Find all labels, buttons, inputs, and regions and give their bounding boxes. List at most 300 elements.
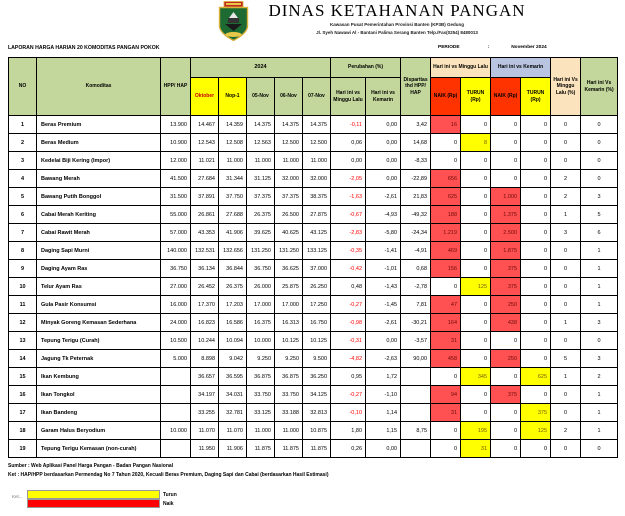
cell-07-nov: 14.375 <box>303 116 331 134</box>
cell-pct-vs-minggu-lalu: -0,31 <box>331 332 366 350</box>
cell-naik-vs-kemarin: 2.500 <box>491 224 521 242</box>
cell-pct2-vs-kemarin: 2 <box>581 368 618 386</box>
cell-07-nov: 37.000 <box>303 260 331 278</box>
cell-komoditas: Cabai Merah Keriting <box>37 206 161 224</box>
ket-note: Ket : HAP/HPP berdasarkan Permendag No 7 Tahun 2020, Kecuali Beras Premium, Daging Sapi dan Cabai (berdasarkan Hasil Estimasi) <box>8 472 329 478</box>
cell-07-nov: 32.813 <box>303 404 331 422</box>
col-header-pct-minggu-lalu: Hari ini Vs Minggu Lalu (%) <box>551 58 581 116</box>
cell-naik-vs-minggu-lalu: 47 <box>431 296 461 314</box>
cell-no: 14 <box>9 350 37 368</box>
cell-turun-vs-kemarin: 0 <box>521 116 551 134</box>
cell-06-nov: 11.000 <box>275 152 303 170</box>
cell-pct2-vs-minggu-lalu: 0 <box>551 278 581 296</box>
table-row <box>9 404 618 422</box>
table-row <box>9 170 618 188</box>
cell-turun-vs-kemarin: 0 <box>521 296 551 314</box>
cell-turun-vs-minggu-lalu: 0 <box>461 386 491 404</box>
cell-komoditas: Bawang Merah <box>37 170 161 188</box>
cell-naik-vs-minggu-lalu: 31 <box>431 404 461 422</box>
cell-hpp-hap: 31.500 <box>161 188 191 206</box>
cell-hpp-hap: 41.500 <box>161 170 191 188</box>
cell-no: 5 <box>9 188 37 206</box>
col-header-pct-kemarin: Hari ini Vs Kemarin (%) <box>581 58 618 116</box>
legend-label: Ket... <box>12 494 23 499</box>
cell-disparitas: 90,00 <box>401 350 431 368</box>
cell-pct2-vs-minggu-lalu: 0 <box>551 152 581 170</box>
cell-turun-vs-kemarin: 0 <box>521 134 551 152</box>
cell-06-nov: 33.188 <box>275 404 303 422</box>
col-header-disparitas: Disparitas thd HPP/ HAP <box>401 58 431 116</box>
cell-naik-vs-kemarin: 1.000 <box>491 188 521 206</box>
cell-naik-vs-kemarin: 250 <box>491 296 521 314</box>
cell-pct-vs-kemarin: -5,80 <box>366 224 401 242</box>
cell-pct2-vs-minggu-lalu: 1 <box>551 368 581 386</box>
cell-naik-vs-minggu-lalu: 164 <box>431 314 461 332</box>
cell-hpp-hap: 57.000 <box>161 224 191 242</box>
cell-pct-vs-minggu-lalu: 0,26 <box>331 440 366 458</box>
cell-komoditas: Minyak Goreng Kemasan Sederhana <box>37 314 161 332</box>
col-header-turun-rp-kemarin: TURUN (Rp) <box>521 78 551 116</box>
cell-komoditas: Kedelai Biji Kering (Impor) <box>37 152 161 170</box>
cell-nop-1: 36.595 <box>219 368 247 386</box>
cell-pct2-vs-kemarin: 1 <box>581 404 618 422</box>
cell-pct-vs-kemarin: 0,00 <box>366 170 401 188</box>
cell-pct-vs-minggu-lalu: -4,82 <box>331 350 366 368</box>
cell-disparitas: 7,81 <box>401 296 431 314</box>
cell-naik-vs-kemarin: 0 <box>491 368 521 386</box>
cell-disparitas: -49,32 <box>401 206 431 224</box>
cell-pct2-vs-minggu-lalu: 1 <box>551 206 581 224</box>
cell-komoditas: Tepung Terigu Kemasan (non-curah) <box>37 440 161 458</box>
cell-hpp-hap: 10.500 <box>161 332 191 350</box>
cell-hpp-hap: 24.000 <box>161 314 191 332</box>
cell-06-nov: 11.875 <box>275 440 303 458</box>
cell-turun-vs-kemarin: 0 <box>521 440 551 458</box>
cell-turun-vs-minggu-lalu: 0 <box>461 224 491 242</box>
cell-naik-vs-minggu-lalu: 0 <box>431 440 461 458</box>
cell-turun-vs-minggu-lalu: 0 <box>461 170 491 188</box>
cell-turun-vs-minggu-lalu: 0 <box>461 152 491 170</box>
cell-pct2-vs-kemarin: 0 <box>581 116 618 134</box>
cell-no: 2 <box>9 134 37 152</box>
cell-07-nov: 26.250 <box>303 278 331 296</box>
col-header-naik-rp-kemarin: NAIK (Rp) <box>491 78 521 116</box>
cell-oktober: 11.950 <box>191 440 219 458</box>
legend-row-naik <box>27 499 308 508</box>
cell-naik-vs-kemarin: 375 <box>491 386 521 404</box>
cell-nop-1: 26.375 <box>219 278 247 296</box>
cell-oktober: 36.657 <box>191 368 219 386</box>
cell-disparitas: -30,21 <box>401 314 431 332</box>
col-header-oktober: Oktober <box>191 78 219 116</box>
cell-pct-vs-kemarin: -1,41 <box>366 242 401 260</box>
cell-oktober: 11.021 <box>191 152 219 170</box>
cell-turun-vs-kemarin: 0 <box>521 260 551 278</box>
agency-address-1: Kawasan Pusat Pemerintahan Provinsi Banten (KP3B) Gedung <box>329 22 465 27</box>
cell-naik-vs-kemarin: 0 <box>491 152 521 170</box>
cell-05-nov: 12.563 <box>247 134 275 152</box>
cell-07-nov: 27.875 <box>303 206 331 224</box>
col-header-hpp-hap: HPP/ HAP <box>161 58 191 116</box>
group-header-vs-minggu-lalu: Hari ini vs Minggu Lalu <box>431 58 491 78</box>
cell-nop-1: 34.031 <box>219 386 247 404</box>
cell-disparitas: 3,42 <box>401 116 431 134</box>
cell-disparitas: 21,83 <box>401 188 431 206</box>
cell-turun-vs-minggu-lalu: 0 <box>461 314 491 332</box>
cell-naik-vs-kemarin: 1.875 <box>491 242 521 260</box>
cell-naik-vs-kemarin: 0 <box>491 422 521 440</box>
cell-naik-vs-minggu-lalu: 188 <box>431 206 461 224</box>
cell-hpp-hap: 55.000 <box>161 206 191 224</box>
cell-nop-1: 31.344 <box>219 170 247 188</box>
footer-notes <box>8 462 625 480</box>
cell-06-nov: 33.750 <box>275 386 303 404</box>
cell-naik-vs-kemarin: 0 <box>491 332 521 350</box>
cell-pct-vs-kemarin: -1,01 <box>366 260 401 278</box>
cell-turun-vs-minggu-lalu: 345 <box>461 368 491 386</box>
cell-turun-vs-minggu-lalu: 0 <box>461 332 491 350</box>
cell-oktober: 34.197 <box>191 386 219 404</box>
cell-turun-vs-minggu-lalu: 0 <box>461 260 491 278</box>
cell-05-nov: 39.625 <box>247 224 275 242</box>
cell-turun-vs-kemarin: 375 <box>521 404 551 422</box>
cell-pct2-vs-minggu-lalu: 0 <box>551 296 581 314</box>
cell-pct-vs-minggu-lalu: -0,67 <box>331 206 366 224</box>
cell-pct2-vs-minggu-lalu: 2 <box>551 422 581 440</box>
cell-pct-vs-kemarin: 0,00 <box>366 116 401 134</box>
cell-07-nov: 16.750 <box>303 314 331 332</box>
cell-pct2-vs-minggu-lalu: 2 <box>551 188 581 206</box>
cell-07-nov: 11.875 <box>303 440 331 458</box>
cell-pct2-vs-kemarin: 1 <box>581 242 618 260</box>
cell-komoditas: Bawang Putih Bonggol <box>37 188 161 206</box>
cell-05-nov: 26.000 <box>247 278 275 296</box>
cell-nop-1: 9.042 <box>219 350 247 368</box>
cell-05-nov: 26.375 <box>247 206 275 224</box>
cell-06-nov: 16.313 <box>275 314 303 332</box>
cell-oktober: 11.070 <box>191 422 219 440</box>
cell-komoditas: Ikan Kembung <box>37 368 161 386</box>
legend-naik-label: Naik <box>163 500 174 507</box>
cell-05-nov: 131.250 <box>247 242 275 260</box>
cell-turun-vs-minggu-lalu: 0 <box>461 116 491 134</box>
cell-05-nov: 16.375 <box>247 314 275 332</box>
cell-no: 7 <box>9 224 37 242</box>
cell-pct-vs-minggu-lalu: 0,06 <box>331 134 366 152</box>
cell-hpp-hap <box>161 440 191 458</box>
cell-naik-vs-kemarin: 0 <box>491 116 521 134</box>
legend <box>8 490 308 508</box>
cell-06-nov: 25.875 <box>275 278 303 296</box>
cell-pct2-vs-kemarin: 3 <box>581 188 618 206</box>
cell-nop-1: 10.094 <box>219 332 247 350</box>
cell-06-nov: 14.375 <box>275 116 303 134</box>
cell-pct-vs-minggu-lalu: -2,05 <box>331 170 366 188</box>
cell-hpp-hap <box>161 404 191 422</box>
cell-pct-vs-kemarin: 1,15 <box>366 422 401 440</box>
cell-pct-vs-kemarin: -1,45 <box>366 296 401 314</box>
cell-nop-1: 36.844 <box>219 260 247 278</box>
cell-pct2-vs-kemarin: 0 <box>581 134 618 152</box>
cell-07-nov: 32.000 <box>303 170 331 188</box>
cell-naik-vs-kemarin: 438 <box>491 314 521 332</box>
cell-pct-vs-kemarin: -2,61 <box>366 188 401 206</box>
cell-05-nov: 11.000 <box>247 152 275 170</box>
cell-komoditas: Daging Sapi Murni <box>37 242 161 260</box>
cell-pct2-vs-kemarin: 0 <box>581 332 618 350</box>
cell-05-nov: 36.875 <box>247 368 275 386</box>
cell-naik-vs-kemarin: 0 <box>491 404 521 422</box>
cell-06-nov: 36.625 <box>275 260 303 278</box>
cell-05-nov: 11.000 <box>247 422 275 440</box>
cell-pct2-vs-kemarin: 1 <box>581 386 618 404</box>
cell-komoditas: Garam Halus Beryodium <box>37 422 161 440</box>
report-title: LAPORAN HARGA HARIAN 20 KOMODITAS PANGAN POKOK <box>8 45 160 51</box>
cell-nop-1: 11.906 <box>219 440 247 458</box>
cell-naik-vs-minggu-lalu: 0 <box>431 134 461 152</box>
cell-hpp-hap <box>161 368 191 386</box>
cell-pct2-vs-minggu-lalu: 0 <box>551 116 581 134</box>
cell-05-nov: 10.000 <box>247 332 275 350</box>
cell-06-nov: 11.000 <box>275 422 303 440</box>
cell-oktober: 26.452 <box>191 278 219 296</box>
periode-separator: : <box>487 45 490 50</box>
cell-naik-vs-minggu-lalu: 94 <box>431 386 461 404</box>
cell-pct-vs-kemarin: -4,93 <box>366 206 401 224</box>
cell-pct2-vs-kemarin: 1 <box>581 278 618 296</box>
cell-naik-vs-minggu-lalu: 458 <box>431 350 461 368</box>
cell-pct-vs-kemarin: -2,63 <box>366 350 401 368</box>
cell-no: 13 <box>9 332 37 350</box>
cell-06-nov: 17.000 <box>275 296 303 314</box>
table-row <box>9 314 618 332</box>
cell-05-nov: 33.125 <box>247 404 275 422</box>
cell-disparitas <box>401 440 431 458</box>
cell-disparitas <box>401 386 431 404</box>
cell-pct2-vs-kemarin: 3 <box>581 350 618 368</box>
table-row <box>9 350 618 368</box>
cell-06-nov: 12.500 <box>275 134 303 152</box>
table-row <box>9 188 618 206</box>
cell-turun-vs-minggu-lalu: 125 <box>461 278 491 296</box>
cell-no: 16 <box>9 386 37 404</box>
col-header-no: NO <box>9 58 37 116</box>
cell-turun-vs-kemarin: 0 <box>521 242 551 260</box>
cell-disparitas: -8,33 <box>401 152 431 170</box>
cell-naik-vs-kemarin: 250 <box>491 350 521 368</box>
cell-pct2-vs-minggu-lalu: 0 <box>551 260 581 278</box>
cell-oktober: 43.353 <box>191 224 219 242</box>
agency-title: DINAS KETAHANAN PANGAN <box>268 1 526 20</box>
cell-komoditas: Jagung Tk Peternak <box>37 350 161 368</box>
cell-oktober: 10.244 <box>191 332 219 350</box>
cell-komoditas: Daging Ayam Ras <box>37 260 161 278</box>
cell-oktober: 16.823 <box>191 314 219 332</box>
cell-07-nov: 11.000 <box>303 152 331 170</box>
col-header-turun-rp-minggu: TURUN (Rp) <box>461 78 491 116</box>
cell-pct-vs-minggu-lalu: 0,95 <box>331 368 366 386</box>
cell-naik-vs-minggu-lalu: 1.219 <box>431 224 461 242</box>
cell-pct-vs-minggu-lalu: -2,83 <box>331 224 366 242</box>
cell-pct2-vs-minggu-lalu: 0 <box>551 386 581 404</box>
cell-pct2-vs-kemarin: 3 <box>581 314 618 332</box>
cell-pct-vs-minggu-lalu: 0,00 <box>331 152 366 170</box>
cell-07-nov: 133.125 <box>303 242 331 260</box>
cell-pct-vs-kemarin: 0,00 <box>366 332 401 350</box>
cell-turun-vs-kemarin: 0 <box>521 188 551 206</box>
col-header-05-nov: 05-Nov <box>247 78 275 116</box>
agency-address-2: Jl. Syeh Nawawi Al - Bantani Palima Serang Banten Telp./Fax(0254) 8480013 <box>316 29 478 35</box>
table-row <box>9 296 618 314</box>
cell-turun-vs-kemarin: 625 <box>521 368 551 386</box>
cell-05-nov: 14.375 <box>247 116 275 134</box>
cell-turun-vs-minggu-lalu: 31 <box>461 440 491 458</box>
legend-turun-swatch <box>27 490 160 499</box>
legend-row-turun <box>27 490 308 499</box>
cell-komoditas: Gula Pasir Konsumsi <box>37 296 161 314</box>
cell-pct-vs-kemarin: 0,00 <box>366 134 401 152</box>
cell-disparitas <box>401 404 431 422</box>
cell-hpp-hap: 27.000 <box>161 278 191 296</box>
cell-komoditas: Cabai Rawit Merah <box>37 224 161 242</box>
col-header-nop-1: Nop-1 <box>219 78 247 116</box>
cell-pct2-vs-kemarin: 1 <box>581 422 618 440</box>
cell-disparitas: 14,68 <box>401 134 431 152</box>
cell-pct-vs-kemarin: 0,00 <box>366 440 401 458</box>
cell-nop-1: 32.781 <box>219 404 247 422</box>
table-row <box>9 134 618 152</box>
cell-no: 1 <box>9 116 37 134</box>
cell-disparitas: -2,78 <box>401 278 431 296</box>
table-row <box>9 278 618 296</box>
cell-turun-vs-kemarin: 0 <box>521 152 551 170</box>
cell-05-nov: 17.000 <box>247 296 275 314</box>
periode-label: PERIODE <box>438 45 460 50</box>
cell-oktober: 26.861 <box>191 206 219 224</box>
cell-pct-vs-minggu-lalu: -1,63 <box>331 188 366 206</box>
table-row <box>9 206 618 224</box>
cell-pct-vs-kemarin: -1,10 <box>366 386 401 404</box>
cell-disparitas: 0,68 <box>401 260 431 278</box>
cell-turun-vs-kemarin: 0 <box>521 332 551 350</box>
cell-turun-vs-kemarin: 0 <box>521 224 551 242</box>
cell-oktober: 37.891 <box>191 188 219 206</box>
cell-nop-1: 11.000 <box>219 152 247 170</box>
cell-07-nov: 36.250 <box>303 368 331 386</box>
cell-turun-vs-kemarin: 0 <box>521 350 551 368</box>
cell-pct2-vs-kemarin: 1 <box>581 296 618 314</box>
cell-oktober: 12.543 <box>191 134 219 152</box>
cell-turun-vs-kemarin: 0 <box>521 314 551 332</box>
cell-nop-1: 11.070 <box>219 422 247 440</box>
table-body <box>9 116 618 458</box>
cell-pct2-vs-minggu-lalu: 0 <box>551 404 581 422</box>
cell-05-nov: 11.875 <box>247 440 275 458</box>
cell-disparitas: -3,57 <box>401 332 431 350</box>
cell-disparitas <box>401 368 431 386</box>
cell-naik-vs-minggu-lalu: 0 <box>431 368 461 386</box>
cell-hpp-hap: 12.000 <box>161 152 191 170</box>
cell-06-nov: 37.375 <box>275 188 303 206</box>
cell-05-nov: 33.750 <box>247 386 275 404</box>
cell-hpp-hap: 16.000 <box>161 296 191 314</box>
sub-header <box>0 42 625 57</box>
cell-nop-1: 132.656 <box>219 242 247 260</box>
cell-naik-vs-minggu-lalu: 31 <box>431 332 461 350</box>
table-row <box>9 242 618 260</box>
cell-turun-vs-kemarin: 125 <box>521 422 551 440</box>
cell-no: 6 <box>9 206 37 224</box>
cell-oktober: 17.370 <box>191 296 219 314</box>
cell-06-nov: 9.250 <box>275 350 303 368</box>
cell-disparitas: 8,75 <box>401 422 431 440</box>
legend-naik-swatch <box>27 499 160 508</box>
cell-pct2-vs-kemarin: 6 <box>581 224 618 242</box>
table-row <box>9 332 618 350</box>
cell-pct2-vs-minggu-lalu: 5 <box>551 350 581 368</box>
cell-turun-vs-minggu-lalu: 0 <box>461 206 491 224</box>
cell-05-nov: 36.750 <box>247 260 275 278</box>
cell-komoditas: Beras Medium <box>37 134 161 152</box>
cell-pct2-vs-kemarin: 1 <box>581 260 618 278</box>
cell-nop-1: 27.688 <box>219 206 247 224</box>
cell-turun-vs-minggu-lalu: 0 <box>461 404 491 422</box>
cell-komoditas: Ikan Bandeng <box>37 404 161 422</box>
cell-naik-vs-minggu-lalu: 625 <box>431 188 461 206</box>
cell-naik-vs-minggu-lalu: 0 <box>431 278 461 296</box>
cell-turun-vs-kemarin: 0 <box>521 386 551 404</box>
cell-pct2-vs-kemarin: 5 <box>581 206 618 224</box>
cell-pct-vs-kemarin: -2,61 <box>366 314 401 332</box>
cell-pct-vs-kemarin: -1,43 <box>366 278 401 296</box>
cell-pct2-vs-kemarin: 0 <box>581 152 618 170</box>
cell-oktober: 132.531 <box>191 242 219 260</box>
cell-hpp-hap: 10.900 <box>161 134 191 152</box>
cell-05-nov: 9.250 <box>247 350 275 368</box>
cell-pct-vs-minggu-lalu: -0,11 <box>331 116 366 134</box>
col-header-07-nov: 07-Nov <box>303 78 331 116</box>
cell-07-nov: 10.125 <box>303 332 331 350</box>
cell-oktober: 14.467 <box>191 116 219 134</box>
cell-no: 3 <box>9 152 37 170</box>
cell-naik-vs-kemarin: 0 <box>491 134 521 152</box>
col-header-year: 2024 <box>191 58 331 78</box>
cell-naik-vs-minggu-lalu: 469 <box>431 242 461 260</box>
cell-pct2-vs-minggu-lalu: 0 <box>551 134 581 152</box>
legend-turun-label: Turun <box>163 491 177 498</box>
col-header-perubahan: Perubahan (%) <box>331 58 401 78</box>
cell-pct-vs-minggu-lalu: -0,10 <box>331 404 366 422</box>
cell-komoditas: Ikan Tongkol <box>37 386 161 404</box>
cell-naik-vs-minggu-lalu: 16 <box>431 116 461 134</box>
cell-07-nov: 12.500 <box>303 134 331 152</box>
cell-turun-vs-kemarin: 0 <box>521 278 551 296</box>
cell-pct2-vs-minggu-lalu: 3 <box>551 224 581 242</box>
cell-no: 11 <box>9 296 37 314</box>
cell-pct-vs-minggu-lalu: -0,42 <box>331 260 366 278</box>
cell-pct2-vs-minggu-lalu: 2 <box>551 170 581 188</box>
cell-pct-vs-kemarin: 1,14 <box>366 404 401 422</box>
col-header-hari-vs-minggu-lalu: Hari ini vs Minggu Lalu <box>331 78 366 116</box>
cell-07-nov: 9.500 <box>303 350 331 368</box>
cell-turun-vs-minggu-lalu: 0 <box>461 242 491 260</box>
sumber-note: Sumber : Web Aplikasi Panel Harga Pangan - Badan Pangan Nasional <box>8 463 174 469</box>
group-header-vs-kemarin: Hari ini vs Kemarin <box>491 58 551 78</box>
cell-no: 4 <box>9 170 37 188</box>
cell-komoditas: Tepung Terigu (Curah) <box>37 332 161 350</box>
cell-naik-vs-minggu-lalu: 656 <box>431 170 461 188</box>
cell-pct-vs-kemarin: 1,72 <box>366 368 401 386</box>
